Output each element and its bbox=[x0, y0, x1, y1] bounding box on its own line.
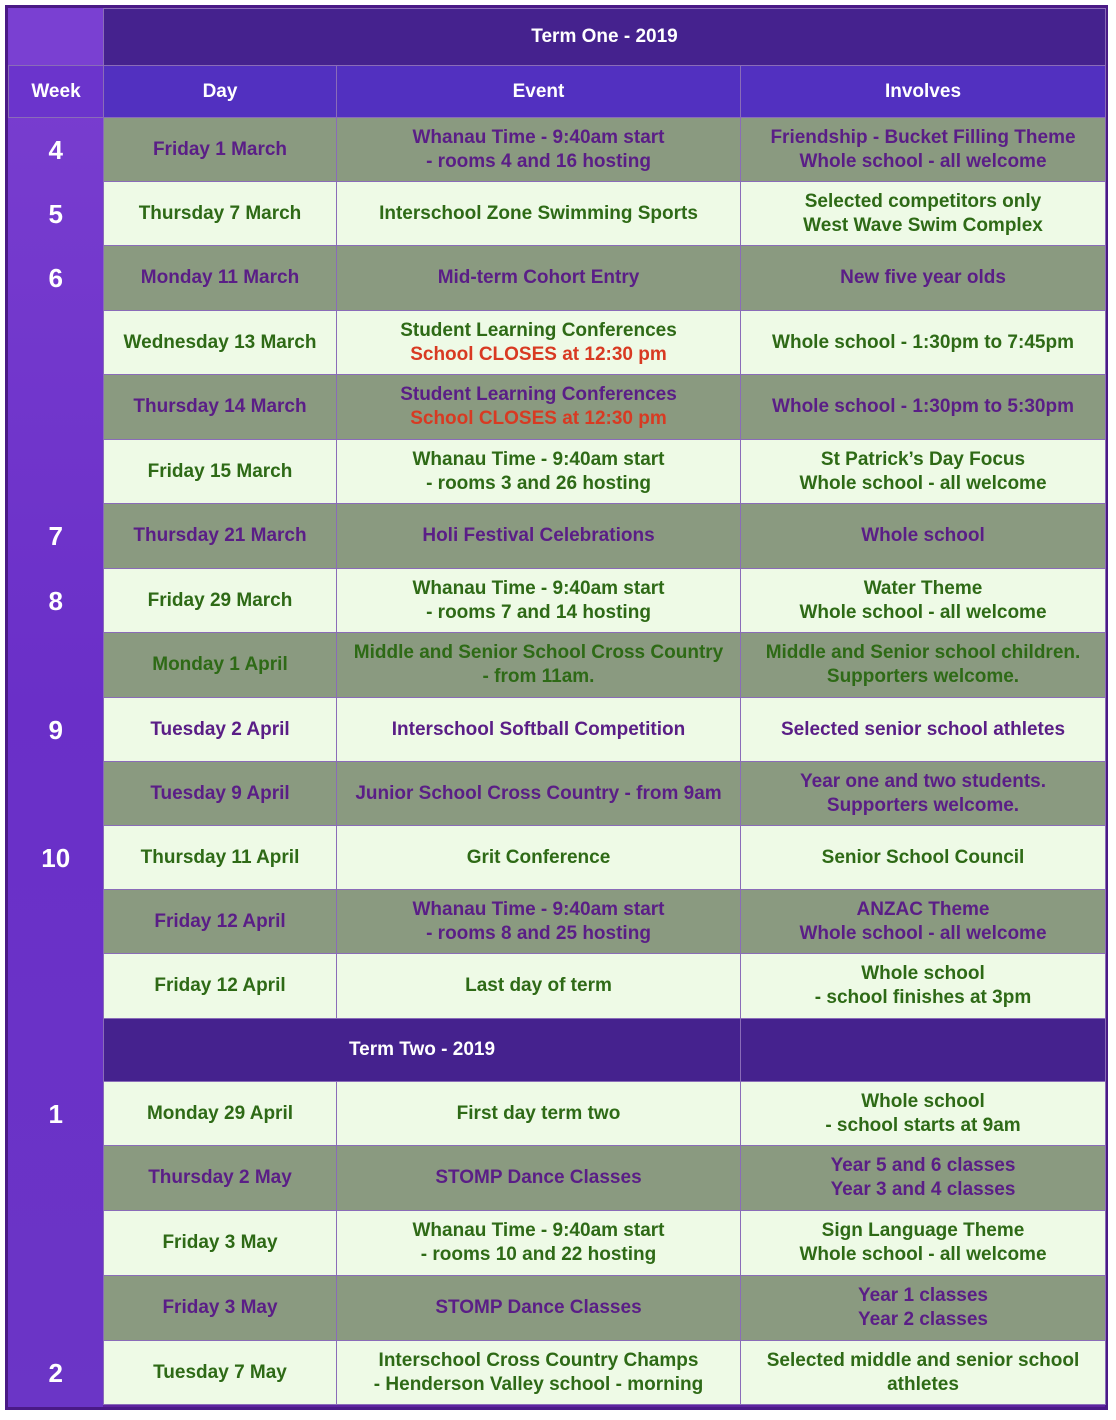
involves-line: athletes bbox=[887, 1373, 959, 1395]
day-cell: Thursday 14 March bbox=[104, 375, 337, 440]
week-number bbox=[9, 890, 104, 954]
involves-cell bbox=[741, 182, 1106, 246]
involves-line: Sign Language Theme bbox=[821, 1220, 1025, 1241]
day-cell: Tuesday 2 April bbox=[104, 698, 337, 762]
table-row bbox=[9, 504, 1106, 569]
involves-cell bbox=[741, 375, 1106, 440]
event-cell bbox=[337, 1341, 741, 1405]
day-cell: Monday 1 April bbox=[104, 633, 337, 698]
event-cell bbox=[337, 1276, 741, 1341]
day-cell: Wednesday 13 March bbox=[104, 311, 337, 375]
involves-line: Whole school - 1:30pm to 7:45pm bbox=[772, 331, 1074, 353]
event-line: - rooms 10 and 22 hosting bbox=[420, 1244, 657, 1265]
event-cell bbox=[337, 504, 741, 569]
week-number: 10 bbox=[41, 842, 71, 873]
event-cell bbox=[337, 311, 741, 375]
involves-cell bbox=[741, 504, 1106, 569]
involves-line: ANZAC Theme bbox=[856, 898, 990, 920]
involves-line: Whole school - all welcome bbox=[799, 472, 1047, 494]
event-line: Holi Festival Celebrations bbox=[422, 525, 655, 546]
involves-line: Selected senior school athletes bbox=[780, 718, 1066, 740]
week-number bbox=[9, 1211, 104, 1276]
event-line: STOMP Dance Classes bbox=[435, 1297, 642, 1318]
involves-line: - school starts at 9am bbox=[825, 1114, 1021, 1136]
week-title-spacer bbox=[9, 9, 104, 66]
column-header-row bbox=[9, 66, 1106, 118]
involves-cell bbox=[741, 1146, 1106, 1211]
week-number bbox=[9, 1146, 104, 1211]
involves-line: Senior School Council bbox=[821, 846, 1025, 868]
event-line: STOMP Dance Classes bbox=[435, 1167, 642, 1188]
involves-cell bbox=[741, 762, 1106, 826]
week-number: 2 bbox=[48, 1357, 63, 1388]
involves-line: Whole school bbox=[861, 525, 985, 546]
table-row bbox=[9, 633, 1106, 698]
involves-cell bbox=[741, 1211, 1106, 1276]
involves-line: Whole school bbox=[861, 1090, 985, 1112]
week-number: 1 bbox=[48, 1098, 63, 1129]
event-cell bbox=[337, 1211, 741, 1276]
involves-line: Year 1 classes bbox=[858, 1285, 988, 1306]
table-row bbox=[9, 890, 1106, 954]
event-line: - rooms 8 and 25 hosting bbox=[426, 922, 651, 944]
involves-cell bbox=[741, 633, 1106, 698]
week-header: Week bbox=[9, 66, 104, 118]
table-row bbox=[9, 440, 1106, 504]
event-cell bbox=[337, 890, 741, 954]
week-number bbox=[9, 633, 104, 698]
event-cell bbox=[337, 246, 741, 311]
involves-line: St Patrick’s Day Focus bbox=[820, 448, 1026, 470]
event-cell bbox=[337, 118, 741, 182]
week-number: 8 bbox=[48, 585, 63, 616]
involves-line: Whole school - all welcome bbox=[799, 1244, 1047, 1265]
week-spacer bbox=[9, 1019, 104, 1082]
involves-cell bbox=[741, 1082, 1106, 1146]
involves-cell bbox=[741, 698, 1106, 762]
week-number: 6 bbox=[48, 263, 63, 293]
event-line: Whanau Time - 9:40am start bbox=[412, 448, 665, 470]
involves-cell bbox=[741, 569, 1106, 633]
day-cell: Friday 12 April bbox=[104, 954, 337, 1019]
involves-line: Year 5 and 6 classes bbox=[830, 1155, 1016, 1176]
events-table bbox=[8, 8, 1106, 1405]
involves-line: Friendship - Bucket Filling Theme bbox=[770, 126, 1076, 148]
table-row bbox=[9, 762, 1106, 826]
day-cell: Friday 12 April bbox=[104, 890, 337, 954]
table-row bbox=[9, 118, 1106, 182]
involves-cell bbox=[741, 890, 1106, 954]
event-line: Junior School Cross Country - from 9am bbox=[355, 782, 722, 804]
table-row bbox=[9, 1276, 1106, 1341]
event-cell bbox=[337, 762, 741, 826]
table-row bbox=[9, 826, 1106, 890]
table-row bbox=[9, 954, 1106, 1019]
event-line: Whanau Time - 9:40am start bbox=[412, 898, 665, 920]
calendar-frame bbox=[5, 5, 1108, 1410]
event-line: Student Learning Conferences bbox=[400, 319, 677, 341]
involves-line: Water Theme bbox=[863, 577, 983, 599]
week-number bbox=[9, 1276, 104, 1341]
event-line: Interschool Softball Competition bbox=[391, 718, 686, 740]
event-cell bbox=[337, 954, 741, 1019]
table-row bbox=[9, 1082, 1106, 1146]
day-cell: Thursday 21 March bbox=[104, 504, 337, 569]
event-line: Mid-term Cohort Entry bbox=[437, 267, 640, 288]
event-cell bbox=[337, 375, 741, 440]
event-line: Interschool Zone Swimming Sports bbox=[379, 202, 698, 224]
involves-cell bbox=[741, 826, 1106, 890]
table-row bbox=[9, 375, 1106, 440]
event-line: Grit Conference bbox=[466, 846, 611, 868]
week-number bbox=[9, 375, 104, 440]
day-cell: Tuesday 7 May bbox=[104, 1341, 337, 1405]
table-row bbox=[9, 569, 1106, 633]
event-line: Whanau Time - 9:40am start bbox=[412, 577, 665, 599]
day-cell: Thursday 7 March bbox=[104, 182, 337, 246]
event-cell bbox=[337, 826, 741, 890]
term-one-title: Term One - 2019 bbox=[104, 9, 1106, 66]
event-line: Interschool Cross Country Champs bbox=[378, 1349, 699, 1371]
day-cell: Thursday 11 April bbox=[104, 826, 337, 890]
involves-cell bbox=[741, 246, 1106, 311]
table-row bbox=[9, 698, 1106, 762]
involves-line: New five year olds bbox=[840, 267, 1006, 288]
event-line: - rooms 7 and 14 hosting bbox=[426, 601, 651, 623]
event-header: Event bbox=[337, 66, 741, 118]
event-line: - Henderson Valley school - morning bbox=[373, 1373, 704, 1395]
day-cell: Friday 3 May bbox=[104, 1211, 337, 1276]
week-number: 4 bbox=[48, 134, 63, 165]
involves-line: Whole school bbox=[861, 963, 985, 984]
week-number bbox=[9, 762, 104, 826]
involves-line: - school finishes at 3pm bbox=[814, 987, 1032, 1008]
event-line: - from 11am. bbox=[482, 666, 595, 687]
day-cell: Monday 11 March bbox=[104, 246, 337, 311]
involves-line: Whole school - all welcome bbox=[799, 601, 1047, 623]
involves-line: West Wave Swim Complex bbox=[803, 214, 1043, 236]
school-closes-notice: School CLOSES at 12:30 pm bbox=[410, 343, 667, 365]
day-cell: Tuesday 9 April bbox=[104, 762, 337, 826]
event-line: Whanau Time - 9:40am start bbox=[412, 1220, 665, 1241]
event-cell bbox=[337, 182, 741, 246]
day-cell: Friday 29 March bbox=[104, 569, 337, 633]
table-row bbox=[9, 1211, 1106, 1276]
day-cell: Friday 1 March bbox=[104, 118, 337, 182]
table-row bbox=[9, 311, 1106, 375]
day-cell: Friday 3 May bbox=[104, 1276, 337, 1341]
event-line: - rooms 4 and 16 hosting bbox=[426, 150, 651, 172]
involves-line: Selected middle and senior school bbox=[766, 1349, 1080, 1371]
involves-cell bbox=[741, 954, 1106, 1019]
involves-line: Year one and two students. bbox=[800, 770, 1046, 792]
event-cell bbox=[337, 698, 741, 762]
involves-line: Selected competitors only bbox=[804, 190, 1042, 212]
table-row bbox=[9, 1146, 1106, 1211]
event-cell bbox=[337, 1146, 741, 1211]
term-two-title: Term Two - 2019 bbox=[104, 1019, 741, 1082]
week-number: 7 bbox=[48, 521, 63, 551]
event-line: Last day of term bbox=[465, 975, 612, 996]
event-cell bbox=[337, 1082, 741, 1146]
day-cell: Thursday 2 May bbox=[104, 1146, 337, 1211]
term-one-title-row bbox=[9, 9, 1106, 66]
involves-cell bbox=[741, 440, 1106, 504]
involves-cell bbox=[741, 1341, 1106, 1405]
term-two-title-row bbox=[9, 1019, 1106, 1082]
involves-line: Whole school - 1:30pm to 5:30pm bbox=[772, 396, 1074, 417]
week-number bbox=[9, 440, 104, 504]
involves-line: Year 2 classes bbox=[858, 1309, 988, 1330]
day-cell: Friday 15 March bbox=[104, 440, 337, 504]
event-cell bbox=[337, 569, 741, 633]
involves-header: Involves bbox=[741, 66, 1106, 118]
event-cell bbox=[337, 440, 741, 504]
involves-cell bbox=[741, 118, 1106, 182]
event-cell bbox=[337, 633, 741, 698]
week-number bbox=[9, 954, 104, 1019]
week-number bbox=[9, 311, 104, 375]
event-line: Whanau Time - 9:40am start bbox=[412, 126, 665, 148]
day-header: Day bbox=[104, 66, 337, 118]
table-row bbox=[9, 1341, 1106, 1405]
involves-line: Supporters welcome. bbox=[826, 794, 1020, 816]
involves-line: Supporters welcome. bbox=[826, 666, 1020, 687]
event-line: - rooms 3 and 26 hosting bbox=[426, 472, 651, 494]
day-cell: Monday 29 April bbox=[104, 1082, 337, 1146]
event-line: Student Learning Conferences bbox=[400, 384, 677, 405]
involves-cell bbox=[741, 311, 1106, 375]
involves-line: Whole school - all welcome bbox=[799, 150, 1047, 172]
table-row bbox=[9, 246, 1106, 311]
school-closes-notice: School CLOSES at 12:30 pm bbox=[410, 408, 667, 429]
term-two-title-spacer bbox=[741, 1019, 1106, 1082]
event-line: First day term two bbox=[456, 1102, 621, 1124]
week-number: 5 bbox=[48, 198, 63, 229]
week-number: 9 bbox=[48, 714, 63, 745]
event-line: Middle and Senior School Cross Country bbox=[353, 642, 724, 663]
involves-line: Whole school - all welcome bbox=[799, 922, 1047, 944]
involves-line: Year 3 and 4 classes bbox=[830, 1179, 1016, 1200]
table-row bbox=[9, 182, 1106, 246]
involves-cell bbox=[741, 1276, 1106, 1341]
involves-line: Middle and Senior school children. bbox=[765, 642, 1081, 663]
